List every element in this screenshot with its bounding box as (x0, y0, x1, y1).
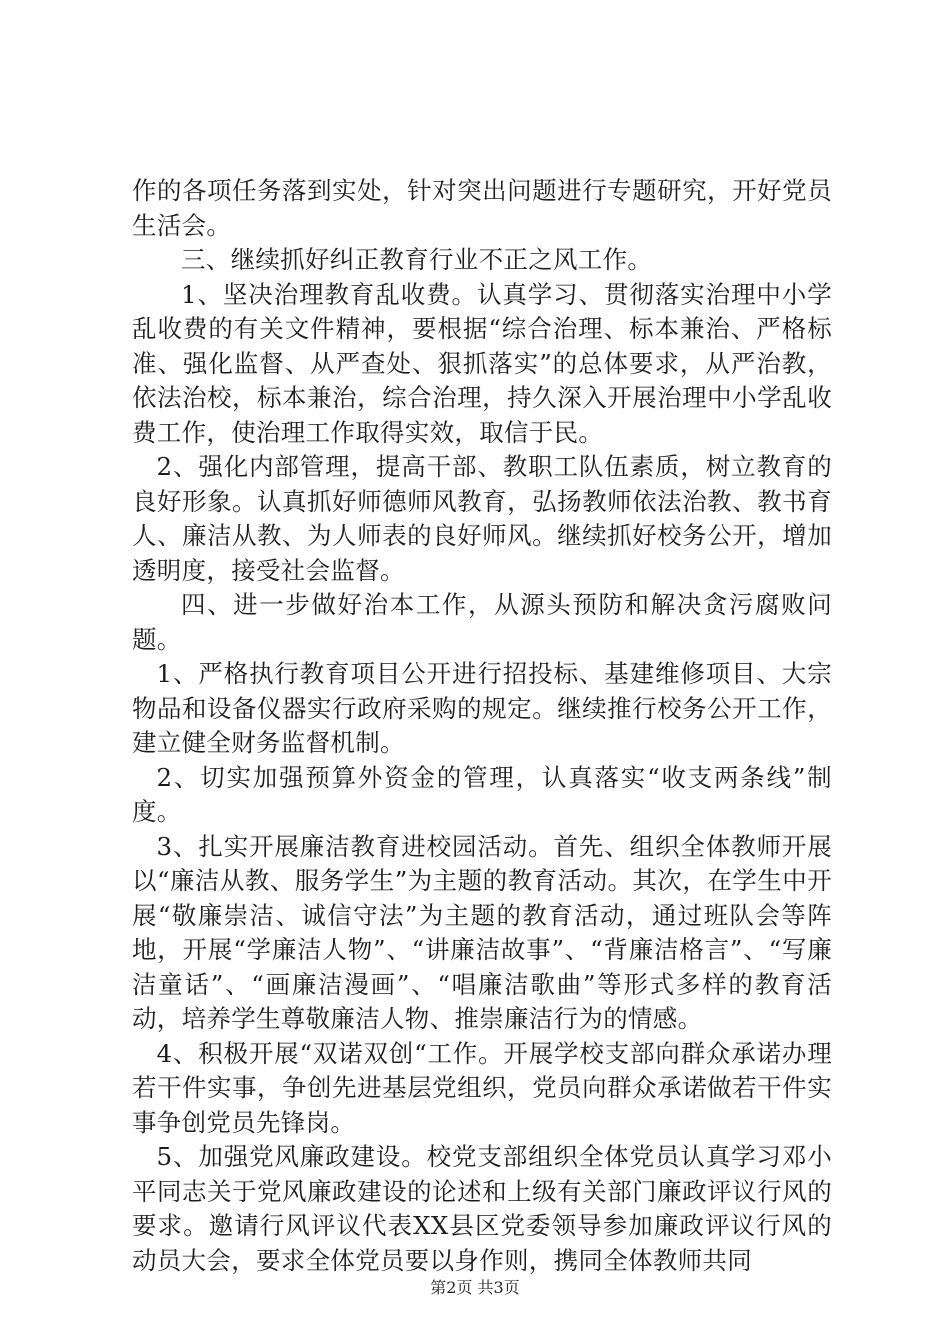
paragraph-6: 1、严格执行教育项目公开进行招投标、基建维修项目、大宗物品和设备仪器实行政府采购的规定。继续推行校务公开工作，建立健全财务监督机制。 (132, 659, 832, 757)
page-number-footer: 第2页 共3页 (430, 1278, 520, 1297)
paragraph-9: 4、积极开展“双诺双创“工作。开展学校支部向群众承诺办理若干件实事，争创先进基层党组织，党员向群众承诺做若干件实事争创党员先锋岗。 (132, 1038, 832, 1137)
paragraph-7: 2、切实加强预算外资金的管理，认真落实“收支两条线”制度。 (132, 762, 832, 826)
paragraph-10: 5、加强党风廉政建设。校党支部组织全体党员认真学习邓小平同志关于党风廉政建设的论述和上级有关部门廉政评议行风的要求。邀请行风评议代表XX县区党委领导参加廉政评议行风的动员大会，要求全体党员要以身作则，携同全体教师共同 (132, 1142, 832, 1275)
paragraph-1: 作的各项任务落到实处，针对突出问题进行专题研究，开好党员生活会。 (132, 176, 832, 240)
paragraph-4: 2、强化内部管理，提高干部、教职工队伍素质，树立教育的良好形象。认真抓好师德师风教育，弘扬教师依法治教、教书育人、廉洁从教、为人师表的良好师风。继续抓好校务公开，增加透明度，接受社会监督。 (132, 452, 832, 585)
paragraph-3: 1、坚决治理教育乱收费。认真学习、贯彻落实治理中小学乱收费的有关文件精神，要根据“综合治理、标本兼治、严格标准、强化监督、从严查处、狠抓落实”的总体要求，从严治教，依法治校，标本兼治，综合治理，持久深入开展治理中小学乱收费工作，使治理工作取得实效，取信于民。 (132, 279, 832, 447)
paragraph-2: 三、继续抓好纠正教育行业不正之风工作。 (181, 245, 653, 274)
document-body (132, 174, 832, 1278)
paragraph-5: 四、进一步做好治本工作，从源头预防和解决贪污腐败问题。 (132, 590, 832, 654)
paragraph-8: 3、扎实开展廉洁教育进校园活动。首先、组织全体教师开展以“廉洁从教、服务学生”为主题的教育活动。其次，在学生中开展“敬廉崇洁、诚信守法”为主题的教育活动，通过班队会等阵地，开展“学廉洁人物”、“讲廉洁故事”、“背廉洁格言”、“写廉洁童话”、“画廉洁漫画”、“唱廉洁歌曲”等形式多样的教育活动，培养学生尊敬廉洁人物、推崇廉洁行为的情感。 (132, 831, 832, 1033)
